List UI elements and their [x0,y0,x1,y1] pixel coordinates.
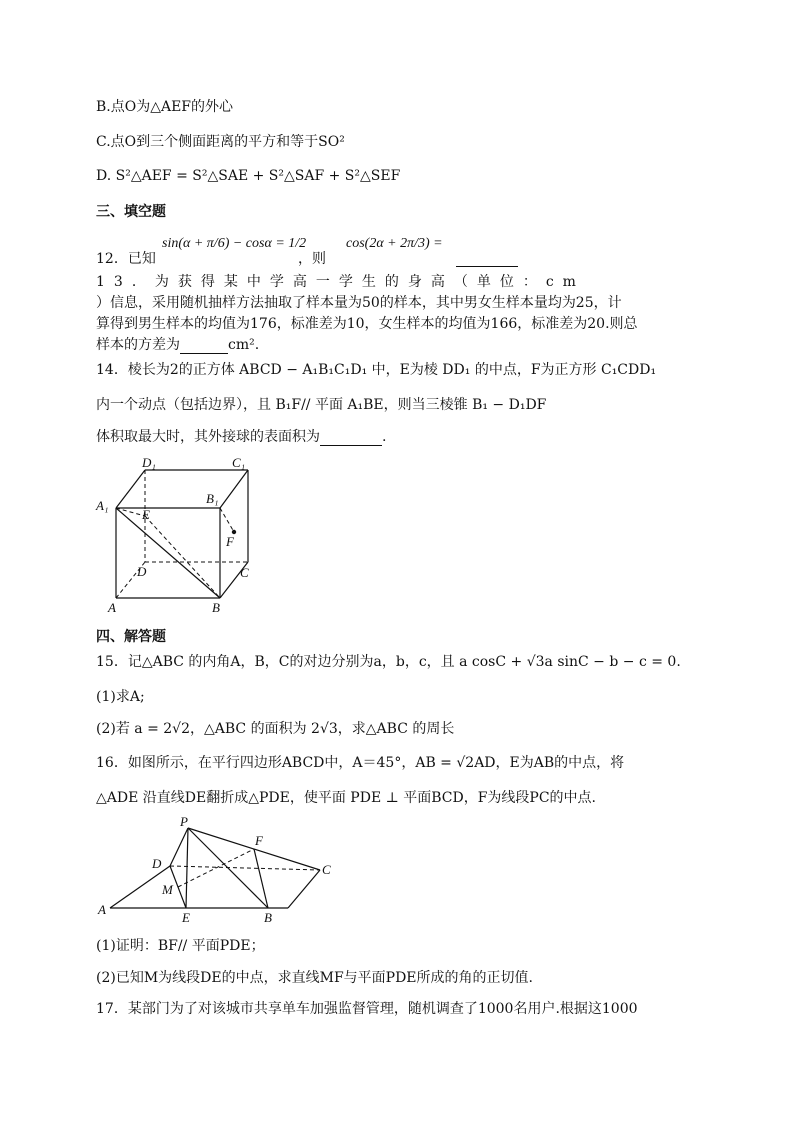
label-a: A [108,600,116,615]
label-b1: B₁ [206,491,219,506]
segment-fb [254,849,268,908]
fold-label-e: E [182,910,190,924]
q16-line-2: △ADE 沿直线DE翻折成△PDE，使平面 PDE ⊥ 平面BCD，F为线段PC的中点. [96,790,597,806]
q13-line-4-prefix: 样本的方差为 [96,337,180,353]
section-heading-solutions: 四、解答题 [96,629,166,645]
q13-line-4-suffix: cm². [228,337,260,353]
q15-part-2: (2)若 a = 2√2，△ABC 的面积为 2√3，求△ABC 的周长 [96,721,455,737]
q13-line-3: 算得到男生样本的均值为176，标准差为10，女生样本的均值为166，标准差为20.则总 [96,316,638,332]
q13-line-4 [96,336,259,354]
edge-b1c1 [220,470,248,508]
segment-pd [170,828,188,866]
fold-label-p: P [180,814,188,829]
fold-label-a: A [98,902,106,917]
segment-eb-hidden [145,516,220,598]
segment-pe [186,828,188,908]
q13-answer-blank[interactable] [180,339,228,354]
q16-part-2: (2)已知M为线段DE的中点，求直线MF与平面PDE所成的角的正切值. [96,970,533,986]
segment-ad [110,866,170,908]
q14-line-3-suffix: . [382,429,387,445]
option-c: C.点O到三个侧面距离的平方和等于SO² [96,134,345,150]
option-b: B.点O为△AEF的外心 [96,99,234,115]
q12-equation-1: sin(α + π/6) − cosα = 1/2 [162,236,307,251]
option-d: D. S²△AEF = S²△SAE + S²△SAF + S²△SEF [96,168,401,184]
q16-part-1: (1)证明：BF// 平面PDE； [96,938,265,954]
fold-label-f: F [255,833,263,848]
label-d1: D₁ [142,455,156,470]
fold-label-d: D [152,856,162,871]
q12-mid: ，则 [298,251,326,267]
q14-line-1: 14．棱长为2的正方体 ABCD − A₁B₁C₁D₁ 中，E为棱 DD₁ 的中点，F为正方形 C₁CDD₁ [96,362,657,378]
folding-figure [92,814,342,924]
segment-a1b [116,508,220,598]
fold-label-m: M [162,882,173,897]
fold-label-c: C [322,862,331,877]
q14-line-3-prefix: 体积取最大时，其外接球的表面积为 [96,429,320,445]
segment-bc [288,870,320,908]
edge-a1d1 [116,470,145,508]
cube-figure [90,452,270,618]
segment-b1f-hidden [220,508,234,532]
q15-line-1: 15．记△ABC 的内角A，B，C的对边分别为a，b，c，且 a cosC + √3a sinC − b − c = 0. [96,654,681,670]
label-a1: A₁ [96,498,109,513]
q14-line-3 [96,428,386,446]
q13-line-2: ）信息，采用随机抽样方法抽取了样本量为50的样本，其中男女生样本量均为25，计 [96,295,622,311]
q15-part-1: (1)求A; [96,689,145,705]
q12-answer-blank[interactable] [456,252,518,267]
fold-label-b: B [264,910,272,924]
label-c1: C₁ [232,455,246,470]
label-f: F [226,534,234,549]
label-b: B [212,600,220,615]
q12-equation-2: cos(2α + 2π/3) = [346,236,443,251]
label-c: C [240,565,249,580]
q14-answer-blank[interactable] [320,431,382,446]
segment-dc-hidden [170,866,320,870]
section-heading-fill-blank: 三、填空题 [96,204,166,220]
q14-line-2: 内一个动点（包括边界），且 B₁F// 平面 A₁BE，则当三棱锥 B₁ − D₁DF [96,397,547,413]
q12-prefix: 12．已知 [96,251,156,267]
label-d: D [137,564,147,579]
q13-line-1: 13．为获得某中学高一学生的身高（单位：cm [96,274,585,290]
q16-line-1: 16．如图所示，在平行四边形ABCD中，A＝45°，AB = √2AD，E为AB的中点，将 [96,755,625,771]
label-e: E [142,507,150,522]
q17-line-1: 17．某部门为了对该城市共享单车加强监督管理，随机调查了1000名用户.根据这1000 [96,1001,638,1017]
